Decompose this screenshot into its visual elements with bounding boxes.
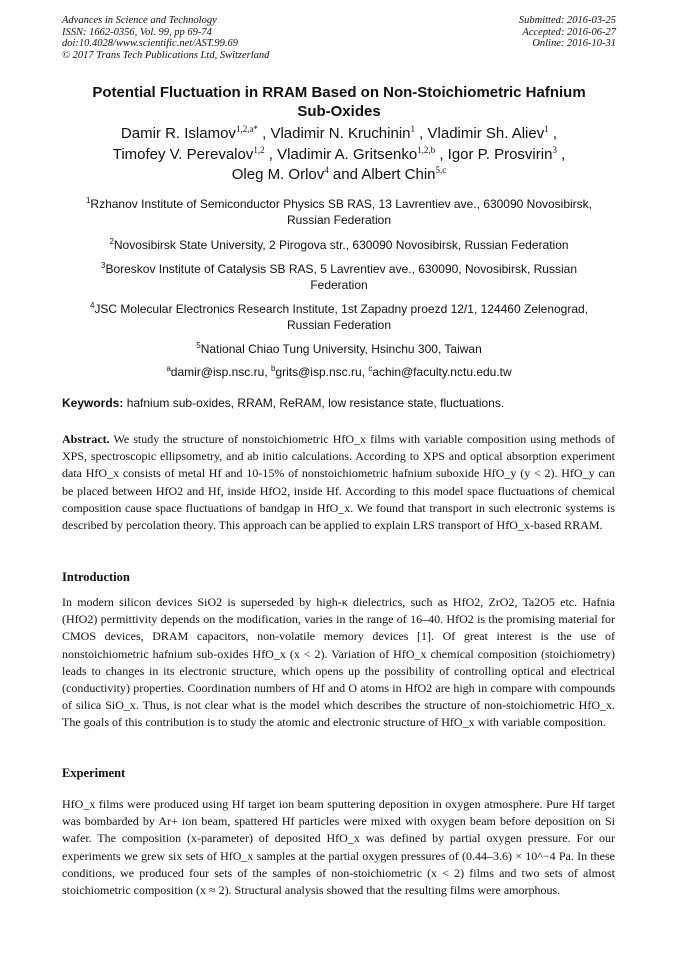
affiliation-4: [70, 301, 608, 333]
journal-name: Advances in Science and Technology: [62, 15, 217, 26]
author-affiliation-mark: 4: [324, 165, 329, 175]
paper-title: [62, 83, 616, 121]
experiment-heading: Experiment: [62, 766, 126, 780]
journal-copyright: © 2017 Trans Tech Publications Ltd, Switzerland: [62, 49, 270, 61]
author-affiliation-mark: 5,c: [435, 165, 447, 175]
publication-dates: [519, 15, 616, 50]
journal-info: [62, 15, 269, 61]
affiliation-mark: 4: [89, 301, 95, 310]
email-link[interactable]: achin@faculty.nctu.edu.tw: [372, 365, 512, 379]
email-mark: b: [270, 364, 276, 373]
author-affiliation-mark: 1: [410, 124, 415, 134]
affiliation-3: [70, 261, 608, 293]
affiliation-mark: 5: [196, 341, 201, 350]
abstract-text: We study the structure of nonstoichiometric HfO_x films with variable composition using methods of XPS, spectroscopic ellipsometry, and ab initio calculations. According to XPS and optical absorption experiment data HfO_x consists of metal Hf and 10-15% of nonstoichiometric hafnium suboxide HfO_y (y < 2). HfO_y can be placed between HfO2 and Hf, inside HfO2, inside Hf. According to this model space fluctuations of chemical composition cause space fluctuations of bandgap in HfO_x. We found that transport in such electronic systems is described by percolation theory. This approach can be applied to explain LRS transport of HfO_x-based RRAM.: [62, 432, 615, 533]
author-affiliation-mark: 1,2,a*: [235, 124, 258, 134]
email-mark: c: [368, 364, 373, 373]
author-affiliation-mark: 1,2: [253, 144, 265, 155]
affiliation-text: Novosibirsk State University, 2 Pirogova str., 630090 Novosibirsk, Russian Federation: [113, 238, 569, 252]
email-link[interactable]: damir@isp.nsc.ru: [170, 365, 265, 379]
affiliation-text: National Chiao Tung University, Hsinchu 300, Taiwan: [200, 342, 482, 356]
author-list: [62, 124, 616, 186]
paper-title-line1: Potential Fluctuation in RRAM Based on Non-Stoichiometric Hafnium: [92, 84, 586, 101]
author-name: Vladimir Sh. Aliev: [427, 125, 545, 142]
affiliation-text: Russian Federation: [286, 318, 392, 332]
introduction-heading: Introduction: [62, 570, 130, 584]
affiliation-text: Rzhanov Institute of Semiconductor Physics SB RAS, 13 Lavrentiev ave., 630090 Novosibirsk,: [90, 197, 593, 211]
keywords: [62, 396, 622, 411]
affiliation-1: [70, 196, 608, 228]
author-separator: and: [328, 166, 362, 183]
abstract-label: Abstract.: [62, 432, 110, 446]
author-name: Timofey V. Perevalov: [112, 145, 254, 163]
email-link[interactable]: grits@isp.nsc.ru: [275, 365, 362, 379]
author-name: Vladimir A. Gritsenko: [277, 145, 418, 163]
author-name: Albert Chin: [361, 166, 436, 183]
experiment-text: HfO_x films were produced using Hf target ion beam sputtering deposition in oxygen atmosphere. Pure Hf target was bombarded by Ar+ ion beam, spattered Hf particles were mixed with oxygen beam before deposition on Si wafer. The composition (x-parameter) of deposited HfO_x was defined by partial oxygen pressure. For our experiments we grew six sets of HfO_x samples at the partial oxygen pressures of (0.44–3.6) × 10^−4 Pa. In these conditions, we produced four sets of the samples of non-stoichiometric (x < 2) films and two sets of almost stoichiometric composition (x ≈ 2). Structural analysis showed that the resulting films were amorphous.: [62, 797, 615, 898]
affiliation-text: Boreskov Institute of Catalysis SB RAS, 5 Lavrentiev ave., 630090, Novosibirsk, Russian: [105, 262, 577, 276]
paper-title-line2: Sub-Oxides: [297, 103, 381, 120]
accepted-date: Accepted: 2016-06-27: [522, 26, 616, 38]
author-separator: ,: [435, 145, 448, 163]
online-date: Online: 2016-10-31: [532, 38, 616, 50]
author-affiliation-mark: 1,2,b: [417, 144, 436, 155]
abstract: [62, 431, 615, 534]
affiliation-text: JSC Molecular Electronics Research Institute, 1st Zapadny proezd 12/1, 124460 Zelenograd,: [94, 302, 589, 316]
author-separator: ,: [548, 125, 558, 142]
affiliation-5: [70, 341, 608, 357]
author-separator: ,: [264, 145, 278, 163]
author-name: Igor P. Prosvirin: [447, 145, 553, 163]
journal-doi[interactable]: doi:10.4028/www.scientific.net/AST.99.69: [62, 38, 239, 50]
author-affiliation-mark: 1: [544, 124, 549, 134]
introduction-text: In modern silicon devices SiO2 is superseded by high-κ dielectrics, such as HfO2, ZrO2, Ta2O5 etc. Hafnia (HfO2) permittivity depends on the modification, varies in the range of 16–40. HfO2 is the promising material for CMOS devices, DRAM capacitors, non-volatile memory devices [1]. Of great interest is the use of nonstoichiometric hafnium sub-oxides HfO_x (x < 2). Variation of HfO_x chemical composition (stoichiometry) leads to changes in its electronic structure, which opens up the possibility of controlling optical and electrical (conductivity) properties. Coordination numbers of Hf and O atoms in HfO2 are high in compare with compounds of silica SiO_x. Thus, is not clear what is the model which describes the structure of non-stoichiometric HfO_x. The goals of this contribution is to study the atomic and electronic structure of HfO_x with variable composition.: [62, 595, 615, 730]
keywords-label: Keywords:: [62, 396, 124, 410]
keywords-text: hafnium sub-oxides, RRAM, ReRAM, low resistance state, fluctuations.: [126, 396, 505, 410]
affiliation-text: Russian Federation: [286, 213, 392, 227]
author-affiliation-mark: 3: [552, 144, 557, 155]
author-name: Oleg M. Orlov: [231, 166, 325, 183]
journal-issn: ISSN: 1662-0356, Vol. 99, pp 69-74: [62, 26, 212, 38]
author-line-2: [62, 145, 616, 166]
affiliation-mark: 1: [85, 196, 91, 205]
affiliation-2: [70, 237, 608, 253]
affiliation-mark: 2: [109, 237, 114, 246]
author-separator: ,: [415, 125, 428, 142]
affiliation-text: Federation: [310, 278, 368, 292]
author-line-3: [62, 165, 616, 186]
email-mark: a: [166, 364, 171, 373]
author-separator: ,: [257, 125, 271, 142]
author-name: Vladimir N. Kruchinin: [270, 125, 411, 142]
author-line-1: [62, 124, 616, 145]
email-list: $^a$damir@isp.nsc.ru, $^b$grits@isp.nsc.ru, $^c$achin@faculty.nctu.edu.tw: [166, 364, 512, 379]
author-separator: ,: [556, 145, 566, 163]
submitted-date: Submitted: 2016-03-25: [518, 15, 616, 26]
author-name: Damir R. Islamov: [120, 125, 236, 142]
affiliation-mark: 3: [100, 261, 106, 270]
